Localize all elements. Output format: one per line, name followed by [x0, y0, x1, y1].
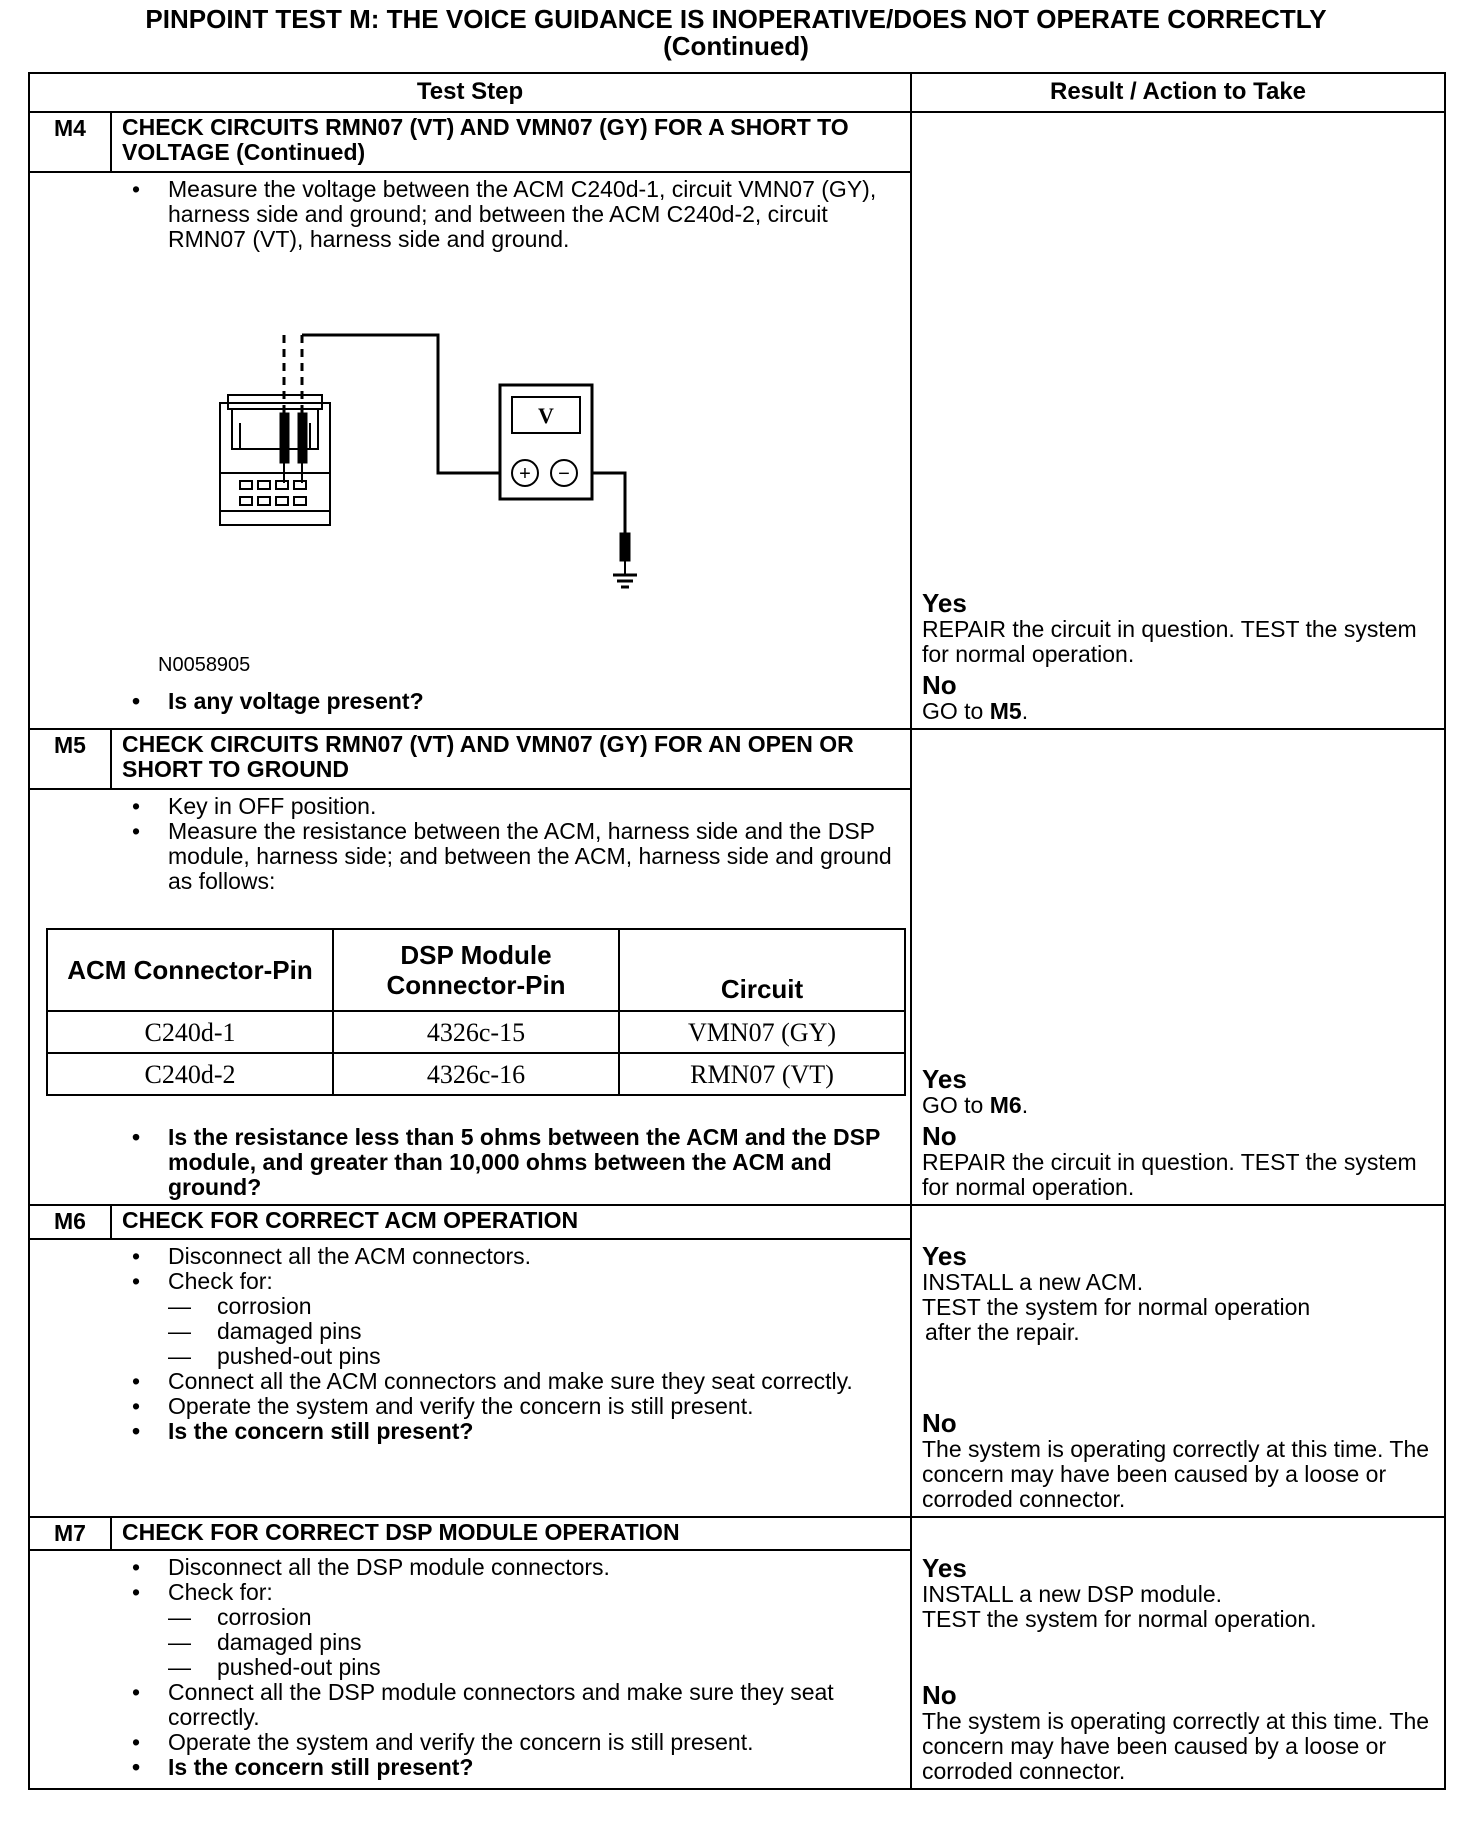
no-action-suffix: . — [1021, 697, 1029, 724]
meter-minus-symbol: − — [558, 463, 570, 486]
step-title: CHECK FOR CORRECT ACM OPERATION — [111, 1205, 911, 1238]
step-id: M4 — [29, 112, 111, 173]
yes-action-line2: TEST the system for normal operation — [922, 1294, 1311, 1321]
check-list — [168, 1605, 900, 1680]
step-m7-bullets — [40, 1555, 900, 1780]
yes-action-line1: INSTALL a new ACM. — [922, 1269, 1144, 1296]
no-label: No — [922, 1680, 957, 1710]
yes-label: Yes — [922, 1552, 967, 1583]
step-m5-result — [911, 729, 1445, 1206]
step-m5-title-row — [29, 729, 1445, 790]
step-title: CHECK FOR CORRECT DSP MODULE OPERATION — [111, 1517, 911, 1550]
step-m4-result — [911, 112, 1445, 729]
question-item: • Is any voltage present? — [40, 689, 900, 714]
no-label: No — [922, 1407, 957, 1438]
check-list — [168, 1294, 900, 1369]
list-item: • Connect all the ACM connectors and make sure they seat correctly. — [40, 1369, 900, 1394]
question-item: • Is the concern still present? — [40, 1755, 900, 1780]
page-title — [0, 6, 1472, 60]
list-item: • Connect all the DSP module connectors and make sure they seat correctly. — [40, 1680, 900, 1730]
step-m4-bullets — [40, 177, 900, 252]
no-label: No — [922, 669, 957, 700]
ground-symbol-icon — [613, 533, 637, 587]
table-cell: C240d-1 — [47, 1011, 333, 1053]
step-m5-bullets — [40, 794, 900, 894]
voltage-test-diagram — [210, 333, 730, 623]
table-cell: 4326c-15 — [333, 1011, 619, 1053]
pinpoint-test-table — [28, 72, 1446, 1790]
step-m4-title-row — [29, 112, 1445, 173]
header-test-step: Test Step — [29, 73, 911, 112]
table-cell: VMN07 (GY) — [619, 1011, 905, 1053]
step-id: M7 — [29, 1517, 111, 1550]
step-m7-title-row — [29, 1517, 1445, 1550]
list-item: • Measure the resistance between the ACM, harness side and the DSP module, harness side; and between the ACM, harness side and ground as follows: — [40, 819, 900, 894]
yes-action-line3: after the repair. — [925, 1319, 1080, 1346]
table-row — [47, 1011, 905, 1053]
step-m5-question — [40, 1125, 900, 1200]
yes-action-line2: TEST the system for normal operation. — [922, 1605, 1317, 1632]
no-action: The system is operating correctly at this time. The concern may have been caused by a loose or corroded connector. — [922, 1435, 1430, 1512]
step-m4-question — [40, 689, 900, 714]
no-action: REPAIR the circuit in question. TEST the system for normal operation. — [922, 1149, 1417, 1201]
list-item: — corrosion — [168, 1294, 900, 1319]
column-header-circuit: Circuit — [619, 929, 905, 1011]
question-item: • Is the resistance less than 5 ohms between the ACM and the DSP module, and greater than 10,000 ohms between the ACM and ground? — [40, 1125, 900, 1200]
connector-illustration — [220, 395, 330, 525]
list-item: • Disconnect all the DSP module connectors. — [40, 1555, 900, 1580]
list-item — [40, 1580, 900, 1680]
yes-label: Yes — [922, 1064, 967, 1095]
list-item: • Key in OFF position. — [40, 794, 900, 819]
yes-action-ref: M6 — [989, 1092, 1022, 1119]
page-title-line1: PINPOINT TEST M: THE VOICE GUIDANCE IS INOPERATIVE/DOES NOT OPERATE CORRECTLY — [145, 4, 1327, 34]
column-header-dsp: DSP Module Connector-Pin — [333, 929, 619, 1011]
no-label: No — [922, 1121, 957, 1152]
step-m6-title-row — [29, 1205, 1445, 1238]
list-item: — pushed-out pins — [168, 1655, 900, 1680]
no-action-prefix: GO to — [922, 697, 990, 724]
step-m7-content — [29, 1550, 911, 1789]
table-cell: 4326c-16 — [333, 1053, 619, 1095]
list-item: • Operate the system and verify the concern is still present. — [40, 1394, 900, 1419]
list-item-text: Check for: — [168, 1267, 273, 1294]
figure-code: N0058905 — [158, 654, 251, 677]
list-item: • Operate the system and verify the concern is still present. — [40, 1730, 900, 1755]
step-id: M5 — [29, 729, 111, 790]
no-action — [922, 699, 1434, 724]
yes-action — [922, 1093, 1434, 1118]
question-item: • Is the concern still present? — [40, 1419, 900, 1444]
resistance-table — [46, 928, 906, 1096]
list-item-text: Check for: — [168, 1579, 273, 1606]
header-result-action: Result / Action to Take — [911, 73, 1445, 112]
step-m7-result — [911, 1517, 1445, 1789]
step-title: CHECK CIRCUITS RMN07 (VT) AND VMN07 (GY) FOR AN OPEN OR SHORT TO GROUND — [111, 729, 911, 790]
step-title: CHECK CIRCUITS RMN07 (VT) AND VMN07 (GY) FOR A SHORT TO VOLTAGE (Continued) — [111, 112, 911, 173]
yes-action-prefix: GO to — [922, 1092, 990, 1119]
list-item: — pushed-out pins — [168, 1344, 900, 1369]
column-header-acm: ACM Connector-Pin — [47, 929, 333, 1011]
list-item: • Disconnect all the ACM connectors. — [40, 1244, 900, 1269]
step-m4-content — [29, 172, 911, 728]
table-header-row — [29, 73, 1445, 112]
meter-plus-symbol: + — [519, 463, 531, 486]
table-cell: C240d-2 — [47, 1053, 333, 1095]
yes-action: REPAIR the circuit in question. TEST the system for normal operation. — [922, 615, 1417, 667]
list-item: — damaged pins — [168, 1630, 900, 1655]
step-m6-result — [911, 1205, 1445, 1517]
yes-label: Yes — [922, 1241, 967, 1272]
yes-action-suffix: . — [1021, 1092, 1029, 1119]
resistance-table-header — [47, 929, 905, 1011]
table-cell: RMN07 (VT) — [619, 1053, 905, 1095]
page-title-line2: (Continued) — [663, 31, 809, 61]
step-m5-content — [29, 789, 911, 1205]
no-action-ref: M5 — [989, 697, 1022, 724]
yes-label: Yes — [922, 587, 967, 618]
yes-action-line1: INSTALL a new DSP module. — [922, 1580, 1222, 1607]
voltmeter — [500, 385, 592, 499]
step-m6-bullets — [40, 1244, 900, 1444]
step-id: M6 — [29, 1205, 111, 1238]
list-item: • Measure the voltage between the ACM C240d-1, circuit VMN07 (GY), harness side and ground; and between the ACM C240d-2, circuit RMN07 (VT), harness side and ground. — [40, 177, 900, 252]
step-m6-content — [29, 1239, 911, 1517]
table-row — [47, 1053, 905, 1095]
list-item — [40, 1269, 900, 1369]
list-item: — corrosion — [168, 1605, 900, 1630]
list-item: — damaged pins — [168, 1319, 900, 1344]
no-action: The system is operating correctly at this time. The concern may have been caused by a loose or corroded connector. — [922, 1708, 1430, 1784]
meter-label: V — [538, 403, 554, 429]
